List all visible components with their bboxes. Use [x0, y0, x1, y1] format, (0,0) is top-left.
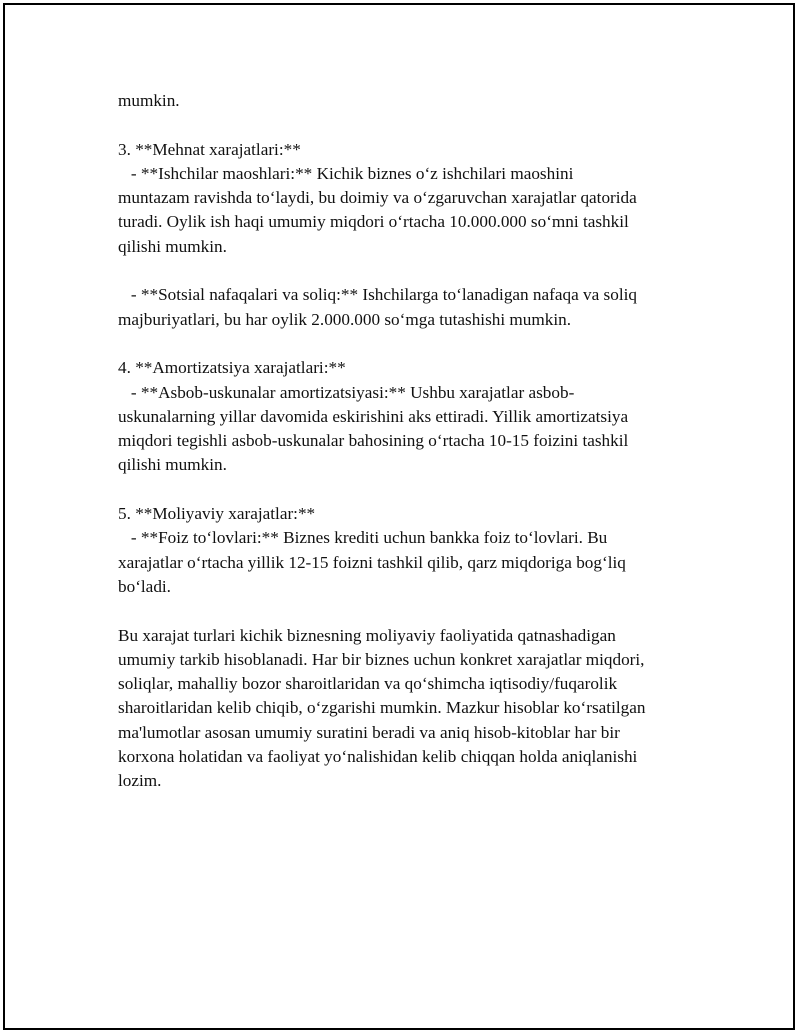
section-financial-costs: 5. **Moliyaviy xarajatlar:** - **Foiz to‘lovlari:** Biznes krediti uchun bankka foiz to‘lovlari. Bu xarajatlar o‘rtacha yillik 12-15 foizni tashkil qilib, qarz miqdoriga bog‘liq bo‘ladi. [118, 504, 626, 596]
section-depreciation-costs: 4. **Amortizatsiya xarajatlari:** - **Asbob-uskunalar amortizatsiyasi:** Ushbu xarajatlar asbob- uskunalarning yillar davomida eskirishini aks ettiradi. Yillik amortizatsiya miqdori tegishli asbob-uskunalar bahosining o‘rtacha 10-15 foizini tashkil qilishi mumkin. [118, 358, 629, 475]
item-social-benefits-tax: - **Sotsial nafaqalari va soliq:** Ishchilarga to‘lanadigan nafaqa va soliq majburiyatlari, bu har oylik 2.000.000 so‘mga tutashishi mumkin. [118, 285, 637, 329]
section-labor-costs: 3. **Mehnat xarajatlari:** - **Ishchilar maoshlari:** Kichik biznes o‘z ishchilari maoshini muntazam ravishda to‘laydi, bu doimiy va o‘zgaruvchan xarajatlar qatorida turadi. Oylik ish haqi umumiy miqdori o‘rtacha 10.000.000 so‘mni tashkil qilishi mumkin. [118, 139, 637, 256]
paragraph-gap [118, 259, 698, 283]
paragraph-continuation: mumkin. [118, 91, 180, 110]
paragraph-gap [118, 478, 698, 502]
paragraph-gap [118, 113, 698, 137]
paragraph-conclusion: Bu xarajat turlari kichik biznesning moliyaviy faoliyatida qatnashadigan umumiy tarkib hisoblanadi. Har bir biznes uchun konkret xarajatlar miqdori, soliqlar, mahalliy bozor sharoitlaridan va qo‘shimcha iqtisodiy/fuqarolik sharoitlaridan kelib chiqib, o‘zgarishi mumkin. Mazkur hisoblar ko‘rsatilgan ma'lumotlar asosan umumiy suratini beradi va aniq hisob-kitoblar har bir korxona holatidan va faoliyat yo‘nalishidan kelib chiqqan holda aniqlanishi lozim. [118, 625, 646, 791]
paragraph-gap [118, 599, 698, 623]
document-body [118, 89, 698, 794]
paragraph-gap [118, 332, 698, 356]
